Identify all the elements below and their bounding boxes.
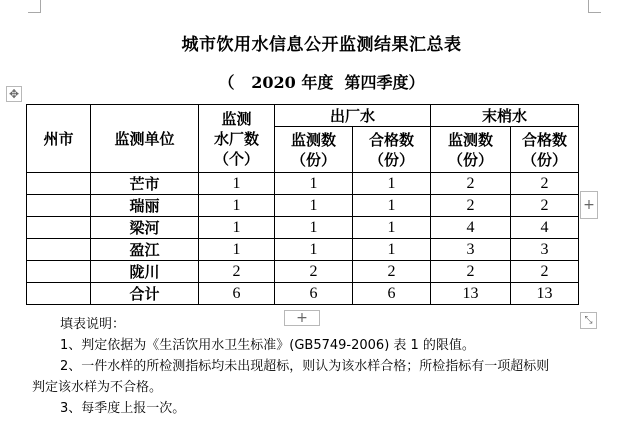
note-line-2: 2、一件水样的所检测指标均未出现超标，则认为该水样合格；所检指标有一项超标则 <box>60 359 550 374</box>
cell-outlet-samples[interactable]: 1 <box>275 195 353 217</box>
cell-tap-qualified[interactable]: 3 <box>511 239 579 261</box>
cell-tap-qualified[interactable]: 13 <box>511 283 579 305</box>
cell-outlet-qualified[interactable]: 1 <box>353 239 431 261</box>
note-line-4: 3、每季度上报一次。 <box>60 401 186 416</box>
cell-outlet-qualified[interactable]: 1 <box>353 195 431 217</box>
table-row <box>27 217 579 239</box>
cell-prefecture[interactable] <box>27 261 91 283</box>
cell-outlet-samples[interactable]: 1 <box>275 173 353 195</box>
cell-prefecture[interactable] <box>27 283 91 305</box>
cell-unit[interactable]: 盈江 <box>91 239 199 261</box>
add-column-icon[interactable]: + <box>580 191 598 219</box>
cell-outlet-samples[interactable]: 1 <box>275 239 353 261</box>
note-line-1: 1、判定依据为《生活饮用水卫生标准》(GB5749-2006) 表 1 的限值。 <box>60 338 475 353</box>
header-row-1 <box>27 105 579 127</box>
page-corner-mark-left <box>28 0 41 13</box>
header-plant-count[interactable]: 监测 水厂数 （个） <box>199 105 275 173</box>
document-subtitle: （ 2020 年度 第四季度） <box>218 73 425 92</box>
cell-tap-samples[interactable]: 2 <box>431 195 511 217</box>
cell-tap-samples[interactable]: 13 <box>431 283 511 305</box>
cell-prefecture[interactable] <box>27 239 91 261</box>
cell-unit[interactable]: 瑞丽 <box>91 195 199 217</box>
cell-plants[interactable]: 2 <box>199 261 275 283</box>
table-resize-icon[interactable]: ⤡ <box>580 312 597 329</box>
table-row <box>27 261 579 283</box>
cell-plants[interactable]: 1 <box>199 173 275 195</box>
header-prefecture[interactable]: 州市 <box>27 105 91 173</box>
notes-section <box>32 314 616 419</box>
cell-tap-qualified[interactable]: 2 <box>511 195 579 217</box>
header-tap-samples[interactable]: 监测数 （份） <box>431 127 511 173</box>
cell-plants[interactable]: 6 <box>199 283 275 305</box>
header-outlet-samples[interactable]: 监测数 （份） <box>275 127 353 173</box>
cell-unit[interactable]: 陇川 <box>91 261 199 283</box>
notes-heading: 填表说明： <box>60 317 126 332</box>
results-table <box>26 104 579 305</box>
table-row <box>27 195 579 217</box>
cell-tap-qualified[interactable]: 4 <box>511 217 579 239</box>
cell-tap-qualified[interactable]: 2 <box>511 261 579 283</box>
add-row-icon[interactable]: + <box>284 310 320 326</box>
cell-outlet-samples[interactable]: 6 <box>275 283 353 305</box>
cell-prefecture[interactable] <box>27 173 91 195</box>
cell-tap-qualified[interactable]: 2 <box>511 173 579 195</box>
cell-tap-samples[interactable]: 2 <box>431 173 511 195</box>
cell-plants[interactable]: 1 <box>199 195 275 217</box>
note-line-3: 判定该水样为不合格。 <box>32 380 163 395</box>
header-unit[interactable]: 监测单位 <box>91 105 199 173</box>
document-title: 城市饮用水信息公开监测结果汇总表 <box>181 35 462 55</box>
cell-outlet-qualified[interactable]: 2 <box>353 261 431 283</box>
header-tap-water[interactable]: 末梢水 <box>431 105 579 127</box>
cell-tap-samples[interactable]: 2 <box>431 261 511 283</box>
cell-prefecture[interactable] <box>27 217 91 239</box>
table-row <box>27 239 579 261</box>
cell-unit[interactable]: 合计 <box>91 283 199 305</box>
header-outlet-qualified[interactable]: 合格数 （份） <box>353 127 431 173</box>
cell-outlet-samples[interactable]: 2 <box>275 261 353 283</box>
header-tap-qualified[interactable]: 合格数 （份） <box>511 127 579 173</box>
cell-unit[interactable]: 芒市 <box>91 173 199 195</box>
cell-plants[interactable]: 1 <box>199 239 275 261</box>
cell-outlet-qualified[interactable]: 6 <box>353 283 431 305</box>
cell-plants[interactable]: 1 <box>199 217 275 239</box>
page-corner-mark-right <box>588 0 601 13</box>
table-row-total <box>27 283 579 305</box>
cell-outlet-qualified[interactable]: 1 <box>353 173 431 195</box>
table-row <box>27 173 579 195</box>
cell-tap-samples[interactable]: 4 <box>431 217 511 239</box>
cell-tap-samples[interactable]: 3 <box>431 239 511 261</box>
cell-prefecture[interactable] <box>27 195 91 217</box>
cell-outlet-qualified[interactable]: 1 <box>353 217 431 239</box>
header-outlet-water[interactable]: 出厂水 <box>275 105 431 127</box>
cell-unit[interactable]: 梁河 <box>91 217 199 239</box>
table-move-icon[interactable]: ✥ <box>6 86 22 102</box>
cell-outlet-samples[interactable]: 1 <box>275 217 353 239</box>
